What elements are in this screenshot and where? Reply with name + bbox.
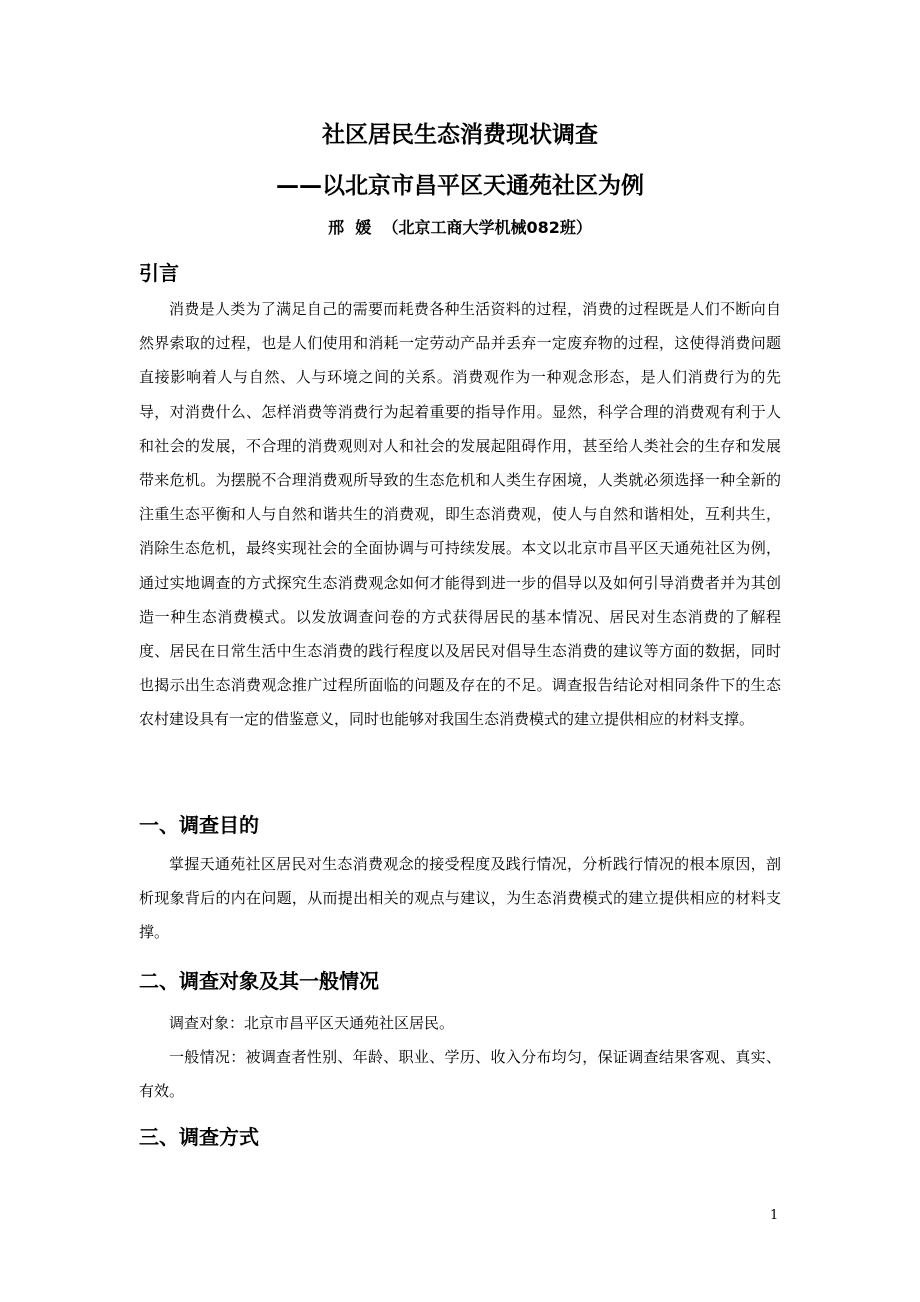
page-number: 1 — [770, 1208, 779, 1223]
document-title: 社区居民生态消费现状调查 — [322, 122, 598, 148]
purpose-paragraph: 掌握天通苑社区居民对生态消费观念的接受程度及践行情况，分析践行情况的根本原因，剖析现象背后的内在问题，从而提出相关的观点与建议，为生态消费模式的建立提供相应的材料支撑。 — [139, 855, 781, 942]
introduction-paragraph: 消费是人类为了满足自己的需要而耗费各种生活资料的过程，消费的过程既是人们不断向自然界索取的过程，也是人们使用和消耗一定劳动产品并丢弃一定废弃物的过程，这使得消费问题直接影响着人与自然、人与环境之间的关系。消费观作为一种观念形态，是人们消费行为的先导，对消费什么、怎样消费等消费行为起着重要的指导作用。显然，科学合理的消费观有利于人和社会的发展，不合理的消费观则对人和社会的发展起阻碍作用，甚至给人类社会的生存和发展带来危机。为摆脱不合理消费观所导致的生态危机和人类生存困境，人类就必须选择一种全新的注重生态平衡和人与自然和谐共生的消费观，即生态消费观，使人与自然和谐相处，互利共生，消除生态危机，最终实现社会的全面协调与可持续发展。本文以北京市昌平区天通苑社区为例，通过实地调查的方式探究生态消费观念如何才能得到进一步的倡导以及如何引导消费者并为其创造一种生态消费模式。以发放调查问卷的方式获得居民的基本情况、居民对生态消费的了解程度、居民在日常生活中生态消费的践行程度以及居民对倡导生态消费的建议等方面的数据，同时也揭示出生态消费观念推广过程所面临的问题及存在的不足。调查报告结论对相同条件下的生态农村建设具有一定的借鉴意义，同时也能够对我国生态消费模式的建立提供相应的材料支撑。 — [139, 300, 781, 729]
author-line: 邢 媛 （北京工商大学机械082班） — [328, 218, 592, 237]
section-heading-method: 三、调查方式 — [139, 1125, 259, 1149]
section-heading-purpose: 一、调查目的 — [139, 813, 259, 837]
section-heading-subjects: 二、调查对象及其一般情况 — [139, 969, 379, 993]
subjects-paragraph: 调查对象：北京市昌平区天通苑社区居民。 — [169, 1014, 455, 1032]
document-subtitle: ——以北京市昌平区天通苑社区为例 — [276, 173, 644, 199]
general-situation-paragraph: 一般情况：被调查者性别、年龄、职业、学历、收入分布均匀，保证调查结果客观、真实、有效。 — [139, 1048, 781, 1101]
section-heading-introduction: 引言 — [139, 261, 179, 285]
